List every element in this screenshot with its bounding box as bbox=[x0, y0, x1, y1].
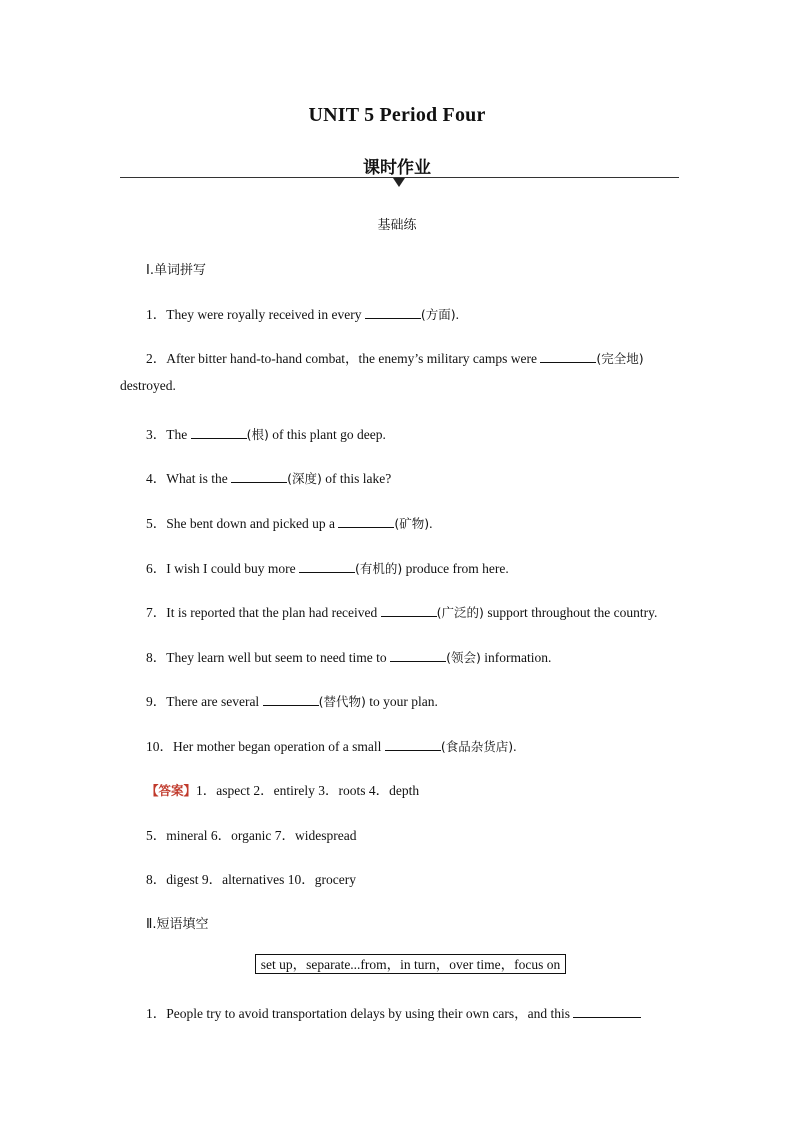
question-text: 9．There are several bbox=[146, 694, 263, 709]
question-hint: (有机的) bbox=[354, 561, 403, 576]
question-text-tail: . bbox=[429, 516, 433, 531]
answer-blank[interactable] bbox=[299, 559, 355, 573]
question-text: 2．After bitter hand-to-hand combat，the enemy’s military camps were bbox=[146, 351, 541, 366]
question-6 bbox=[146, 557, 509, 577]
question-hint: (根) bbox=[246, 427, 269, 442]
question-text-tail: . bbox=[513, 739, 517, 754]
question-text-tail: produce from here. bbox=[402, 561, 509, 576]
question-hint: (完全地) bbox=[596, 351, 644, 366]
question-1 bbox=[146, 303, 459, 323]
question-2-continuation: destroyed. bbox=[120, 378, 176, 393]
question-hint: (深度) bbox=[287, 471, 322, 486]
answer-blank[interactable] bbox=[263, 692, 319, 706]
answer-text: 1．aspect 2．entirely 3．roots 4．depth bbox=[196, 783, 420, 798]
answer-line-2: 5．mineral 6．organic 7．widespread bbox=[146, 828, 357, 843]
question-7 bbox=[146, 601, 657, 621]
question-text: 5．She bent down and picked up a bbox=[146, 516, 339, 531]
answer-blank[interactable] bbox=[540, 349, 596, 363]
question-text: 7．It is reported that the plan had received bbox=[146, 605, 381, 620]
part1-heading: Ⅰ.单词拼写 bbox=[146, 263, 206, 278]
question-text-tail: information. bbox=[480, 650, 552, 665]
answer-blank[interactable] bbox=[338, 514, 394, 528]
document-subtitle: 课时作业 bbox=[363, 158, 431, 178]
question-9 bbox=[146, 690, 438, 710]
question-text-tail: support throughout the country. bbox=[483, 605, 658, 620]
question-8 bbox=[146, 646, 551, 666]
question-2 bbox=[146, 347, 644, 367]
section-title: 基础练 bbox=[377, 218, 417, 233]
question-4 bbox=[146, 467, 391, 487]
part2-question-1 bbox=[146, 1002, 641, 1022]
triangle-marker-icon bbox=[393, 178, 405, 187]
question-hint: (领会) bbox=[446, 650, 481, 665]
answer-line-1 bbox=[146, 779, 419, 799]
question-3 bbox=[146, 423, 386, 443]
question-5 bbox=[146, 512, 432, 532]
answer-blank[interactable] bbox=[231, 469, 287, 483]
question-text-tail: . bbox=[455, 307, 460, 322]
question-text-tail: to your plan. bbox=[365, 694, 438, 709]
answer-line-3: 8．digest 9．alternatives 10．grocery bbox=[146, 872, 356, 887]
question-hint: (食品杂货店) bbox=[440, 739, 514, 754]
question-text: 4．What is the bbox=[146, 471, 232, 486]
question-10 bbox=[146, 735, 516, 755]
answer-blank[interactable] bbox=[385, 737, 441, 751]
question-hint: (替代物) bbox=[318, 694, 366, 709]
answer-blank[interactable] bbox=[573, 1004, 641, 1018]
document-title: UNIT 5 Period Four bbox=[308, 104, 486, 126]
question-text-tail: of this lake? bbox=[321, 471, 392, 486]
answer-tag: 【答案】 bbox=[146, 783, 197, 798]
answer-blank[interactable] bbox=[381, 603, 437, 617]
question-text: 3．The bbox=[146, 427, 191, 442]
question-text: 1．They were royally received in every bbox=[146, 307, 365, 322]
question-hint: (广泛的) bbox=[436, 605, 484, 620]
question-text-tail: of this plant go deep. bbox=[268, 427, 386, 442]
answer-blank[interactable] bbox=[191, 425, 247, 439]
question-hint: (矿物) bbox=[394, 516, 430, 531]
part2-heading: Ⅱ.短语填空 bbox=[146, 917, 209, 932]
question-text: 1．People try to avoid transportation delays by using their own cars，and this bbox=[146, 1006, 574, 1021]
question-text: 10．Her mother began operation of a small bbox=[146, 739, 385, 754]
answer-blank[interactable] bbox=[390, 648, 446, 662]
word-bank-box: set up，separate...from，in turn，over time，focus on bbox=[255, 954, 566, 974]
question-text: 8．They learn well but seem to need time to bbox=[146, 650, 391, 665]
question-hint: (方面) bbox=[420, 307, 456, 322]
question-text: 6．I wish I could buy more bbox=[146, 561, 299, 576]
answer-blank[interactable] bbox=[365, 305, 421, 319]
